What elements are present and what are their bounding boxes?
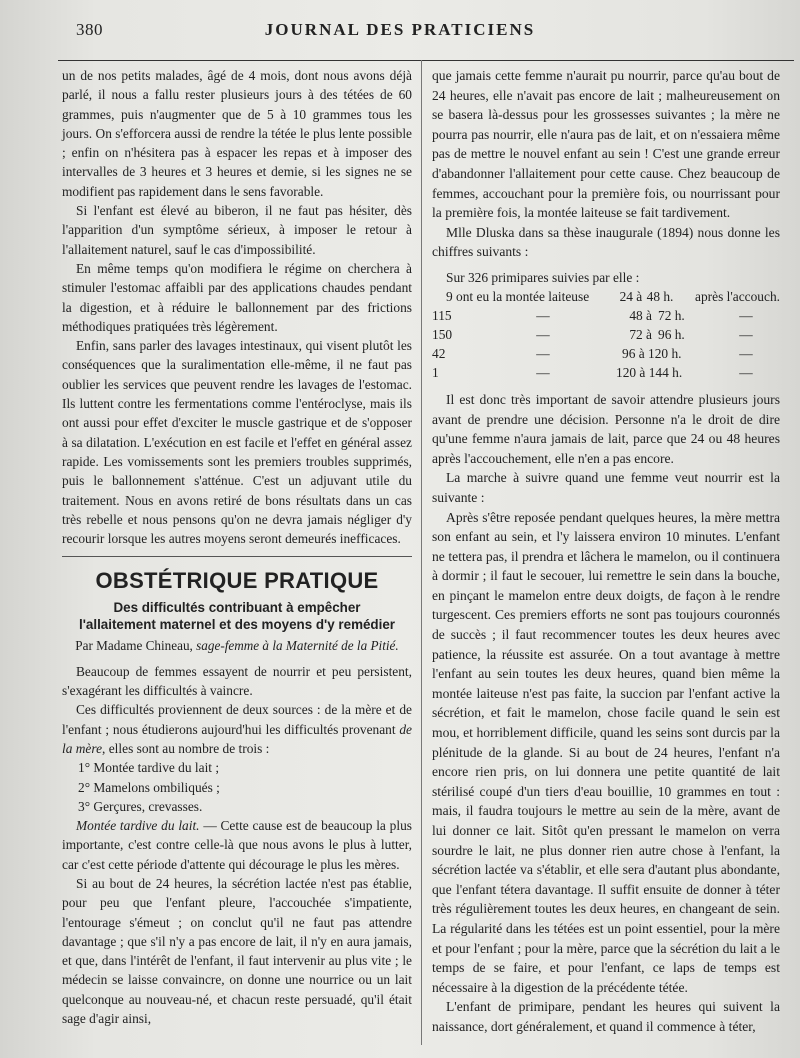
table-row [432, 344, 780, 363]
table-cell: après l'accouch. [695, 288, 780, 304]
paragraph: que jamais cette femme n'aurait pu nourrir, parce qu'au bout de 24 heures, elle n'avait pas encore de lait ; malheureusement on se basera là-dessus pour les grossesses suivantes ; la mère ne pourra pas nourrir, elle n'aura pas de lait, et on n'essaiera même pas de mettre le nouvel enfant au sein ! C'est une grande erreur d'abandonner l'allaitement pour cette cause. Chez beaucoup de femmes, accouchant pour la première fois, ou nourrissant pour la première fois, la montée laiteuse se fait tardivement. [432, 68, 780, 221]
statistics-table [432, 268, 780, 382]
list-item: 2° Mamelons ombiliqués ; [78, 779, 220, 795]
table-cell: — [536, 307, 550, 323]
table-cell: — [739, 326, 753, 342]
paragraph [62, 816, 412, 874]
list-item: 3° Gerçures, crevasses. [78, 798, 203, 814]
table-cell: 48 à [629, 307, 652, 323]
paragraph-text: Ces difficultés proviennent de deux sources : de la mère et de l'enfant ; nous étudierons aujourd'hui les difficultés provenant [62, 702, 412, 737]
table-cell: — [739, 307, 753, 323]
section-title: OBSTÉTRIQUE PRATIQUE [62, 556, 412, 595]
statistics-intro: Sur 326 primipares suivies par elle : [446, 269, 640, 285]
page-header [0, 14, 800, 50]
statistics-rows [432, 287, 780, 306]
page-number: 380 [76, 20, 103, 39]
emphasis: de la mère [62, 721, 412, 756]
paragraph [62, 700, 412, 758]
table-row [432, 363, 780, 382]
table-cell: 150 [432, 326, 453, 342]
paragraph: Mlle Dluska dans sa thèse inaugurale (1894) nous donne les chiffres suivants : [432, 224, 780, 260]
paragraph: En même temps qu'on modifiera le régime on cherchera à stimuler l'estomac affaibli par des applications chaudes pendant la digestion, et à réduire le ballonnement par des frictions méthodiques pratiquées très légèrement. [62, 260, 412, 334]
right-column [432, 66, 780, 1037]
table-cell: 48 h. [646, 288, 674, 304]
table-cell: 24 à [619, 288, 643, 304]
paragraph: La marche à suivre quand une femme veut nourrir est la suivante : [432, 470, 780, 505]
header-rule [58, 60, 794, 61]
paragraph-text: , elles sont au nombre de trois : [102, 740, 270, 756]
left-column [62, 66, 412, 1028]
table-cell: — [536, 364, 550, 380]
table-cell: — [536, 326, 550, 342]
table-cell: 115 [432, 307, 452, 323]
article-title-line: Des difficultés contribuant à empêcher [113, 600, 361, 616]
table-row [432, 306, 780, 325]
paragraph: L'enfant de primipare, pendant les heures qui suivent la naissance, dort généralement, et quand il commence à téter, [432, 999, 780, 1034]
table-cell: 96 h. [658, 326, 685, 342]
table-cell: — [739, 345, 753, 361]
paragraph: Après s'être reposée pendant quelques heures, la mère mettra son enfant au sein, et l'y laissera environ 10 minutes. L'enfant ne tettera pas, il prendra et lâchera le mamelon, ou il continuera à dormir ; il faut le secouer, lui remettre le sein dans la bouche, en pinçant le mamelon entre deux doigts, de façon à le rendre turgescent. Ces premiers efforts ne sont pas toujours couronnés de succès ; il faut recommencer toutes les deux heures avec patience, la réussite est assurée. On a tout avantage à mettre l'enfant au sein toutes les deux heures, quand bien même la montée laiteuse n'est pas faite, la succion par l'enfant active la sécrétion, et fait le mamelon, chose facile quand le sein est mou, et horriblement difficile, quand les seins sont durcis par la plénitude de la glande. Si au bout de 24 heures, l'enfant n'a encore rien pris, on lui donnera une petite quantité de lait stérilisé coupé d'un tiers d'eau bouillie, 10 grammes en tout : mais, il faudra toujours le mettre au sein de la mère, avant de lui donner ce lait. Sitôt qu'en pressant le mamelon on verra sourdre le lait, ne plus donner rien autre chose à l'enfant, la sécrétion lactée va s'établir, et elle sera d'autant plus abondante, que l'enfant tétera davantage. Il suffit ensuite de donner à téter très régulièrement toutes les deux heures, en changeant de sein. La régularité dans les tétées est un point essentiel, pour la mère et pour l'enfant ; pour la mère, parce que la sécrétion du lait a le temps de se faire, et pour l'enfant, ce laps de temps est nécessaire à la digestion de la précédente tétée. [432, 509, 780, 995]
running-title: JOURNAL DES PRATICIENS [264, 20, 536, 39]
paragraph: Si au bout de 24 heures, la sécrétion lactée n'est pas établie, pour peu que l'enfant pleure, l'accouchée s'impatiente, l'entourage s'émeut ; on conclut qu'il ne faut pas attendre davantage ; que s'il n'y a pas encore de lait, il n'y en aura jamais, et que, dans l'intérêt de l'enfant, il faut intervenir au plus vite ; le médecin se laisse convaincre, on donne une nourrice ou un lait quelconque au nouveau-né, et chacun reste persuadé, qu'il était sage d'agir ainsi, [62, 875, 412, 1027]
column-divider [421, 60, 422, 1045]
table-cell: 120 à 144 h. [616, 364, 683, 380]
table-cell: 9 ont eu la montée laiteuse [446, 288, 590, 304]
table-row [432, 287, 780, 306]
table-cell: 96 à 120 h. [622, 345, 682, 361]
table-cell: — [536, 345, 550, 361]
table-cell: 72 h. [658, 307, 685, 323]
paragraph-text: — Cette cause est de beaucoup la plus importante, c'est contre celle-là que nous avons le plus à lutter, car c'est cette période d'attente qui décourage le plus les mères. [62, 818, 412, 872]
author-name: Par Madame Chineau, [75, 638, 193, 654]
table-cell: 1 [432, 364, 439, 380]
table-row [432, 325, 780, 344]
table-cell: 42 [432, 345, 446, 361]
paragraph: Si l'enfant est élevé au biberon, il ne faut pas hésiter, dès l'apparition d'un symptôme sérieux, à imposer le retour à l'allaitement naturel, sauf le cas d'impossibilité. [62, 203, 412, 257]
table-cell: — [739, 364, 753, 380]
table-cell: 72 à [629, 326, 652, 342]
article-title-line: l'allaitement maternel et des moyens d'y remédier [79, 617, 395, 633]
article-title [62, 599, 412, 633]
author-byline [62, 636, 412, 655]
paragraph: un de nos petits malades, âgé de 4 mois, dont nous avons déjà parlé, il nous a fallu rester plusieurs jours à des tétées de 60 grammes, puis n'augmenter que de 5 à 10 grammes tous les jours. On s'efforcera aussi de rendre la tétée le plus lente possible ; enfin on n'hésitera pas à espacer les repas et à imposer des intervalles de 3 heures et 3 heures et demie, si les signes ne se modifient pas rapidement dans le sens favorable. [62, 68, 412, 199]
list-item: 1° Montée tardive du lait ; [78, 760, 220, 776]
emphasis: Montée tardive du lait. [76, 818, 200, 834]
paragraph: Enfin, sans parler des lavages intestinaux, qui visent plutôt les conséquences que la suralimentation elle-même, il ne faut pas oublier les services que peuvent rendre les lavages de l'estomac. Ils luttent contre les fermentations comme l'entéroclyse, mais ils ont aussi pour effet d'exciter le muscle gastrique et de s'opposer à sa dilatation. L'exécution en est facile et l'effet en général assez rapide. Les vomissements sont les premiers troubles supprimés, puis le ballonnement s'atténue. C'est un adjuvant utile du traitement. Nous en avons retiré de bons résultats dans un cas très rebelle et nous pensons qu'on ne devra jamais négliger d'y recourir lorsque les autres moyens seront demeurés inefficaces. [62, 338, 412, 547]
author-role: sage-femme à la Maternité de la Pitié. [196, 638, 399, 654]
paragraph: Il est donc très important de savoir attendre plusieurs jours avant de prendre une décision. Personne n'a le droit de dire qu'une femme n'aura jamais de lait, parce que 24 ou 48 heures après l'accouchement, elle n'en a pas encore. [432, 391, 780, 466]
paragraph: Beaucoup de femmes essayent de nourrir et peu persistent, s'exagérant les difficultés à vaincre. [62, 663, 412, 699]
statistics-rows [432, 306, 780, 382]
